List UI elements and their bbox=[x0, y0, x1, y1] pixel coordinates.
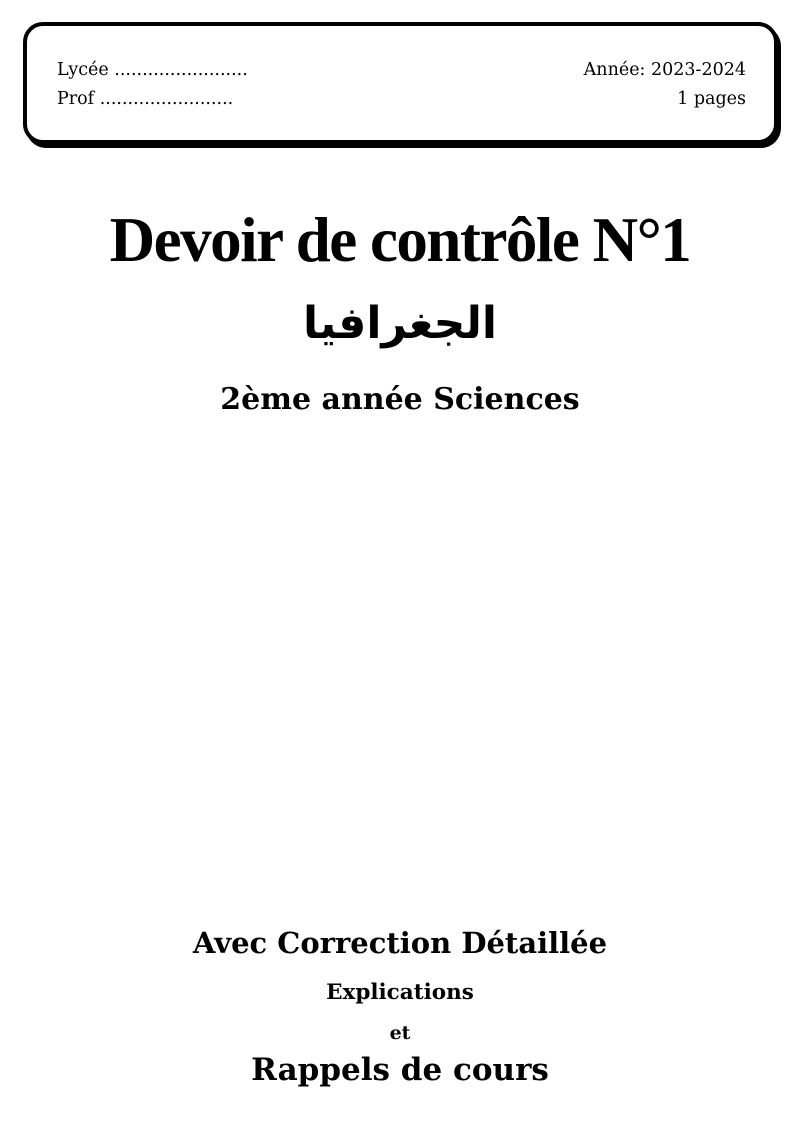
school-info-left-column bbox=[57, 56, 248, 140]
course-reminders-note: Rappels de cours bbox=[251, 1052, 549, 1088]
subject-title-arabic: الجغرافيا bbox=[303, 298, 497, 349]
school-year: Année: 2023-2024 bbox=[583, 60, 746, 80]
prof-blank-line: Prof ........................ bbox=[57, 89, 234, 109]
school-info-box bbox=[23, 22, 778, 144]
school-info-right-column bbox=[584, 56, 746, 140]
page-count: 1 pages bbox=[677, 89, 746, 109]
correction-note: Avec Correction Détaillée bbox=[192, 926, 608, 960]
grade-level: 2ème année Sciences bbox=[220, 382, 580, 417]
and-connector: et bbox=[389, 1022, 411, 1044]
document-title: Devoir de contrôle N°1 bbox=[109, 205, 691, 275]
explanations-note: Explications bbox=[326, 980, 474, 1005]
lycee-blank-line: Lycée ........................ bbox=[57, 60, 248, 80]
